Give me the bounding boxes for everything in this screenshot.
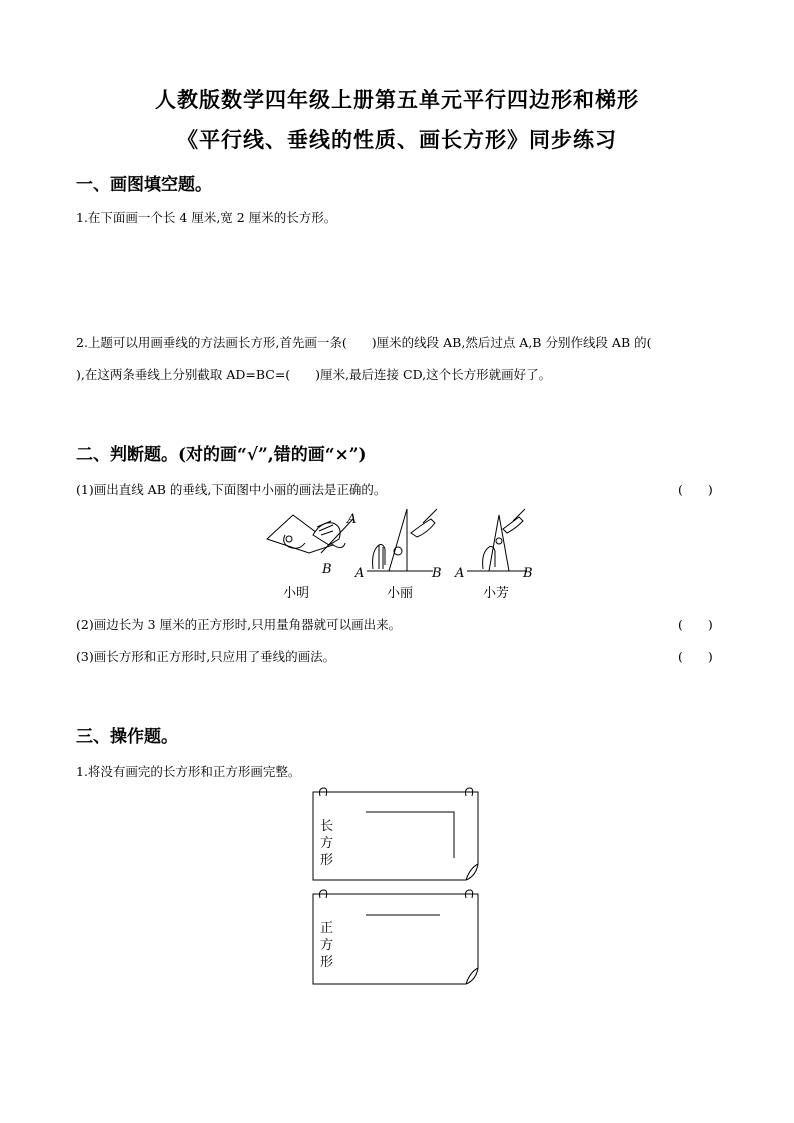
drawing-methods-figure	[255, 505, 545, 605]
rectangle-card-label	[320, 818, 333, 869]
judge-item-1-answer: ( )	[678, 482, 713, 497]
caption-xiaofang: 小芳	[483, 586, 510, 601]
question-1-1: 1.在下面画一个长 4 厘米,宽 2 厘米的长方形。	[76, 210, 337, 225]
square-label-char-3: 形	[320, 955, 334, 970]
section-2-heading: 二、判断题。(对的画“√”,错的画“×”)	[76, 445, 367, 465]
rectangle-label-char-3: 形	[320, 853, 334, 868]
judge-item-2-answer: ( )	[678, 617, 713, 632]
xiaofang-drawing	[467, 509, 527, 571]
rectangle-card	[308, 784, 488, 888]
question-1-2-line2: ),在这两条垂线上分别截取 AD=BC=( )厘米,最后连接 CD,这个长方形就画好了。	[76, 367, 552, 382]
rectangle-label-char-1: 长	[320, 819, 334, 834]
square-label-char-1: 正	[320, 921, 334, 936]
judge-item-2-text: (2)画边长为 3 厘米的正方形时,只用量角器就可以画出来。	[76, 617, 402, 632]
section-1-heading: 一、画图填空题。	[76, 175, 212, 195]
square-card	[308, 888, 488, 988]
question-3-1: 1.将没有画完的长方形和正方形画完整。	[76, 764, 301, 779]
question-1-2-line1: 2.上题可以用画垂线的方法画长方形,首先画一条( )厘米的线段 AB,然后过点 A,B 分别作线段 AB 的(	[76, 335, 652, 350]
square-card-label	[320, 920, 333, 971]
xiaoli-point-b: B	[432, 566, 442, 581]
caption-xiaoli: 小丽	[387, 586, 414, 601]
xiaoli-point-a: A	[355, 566, 365, 581]
xiaoming-drawing	[267, 515, 353, 553]
page-subtitle: 《平行线、垂线的性质、画长方形》同步练习	[177, 127, 617, 152]
judge-item-3-text: (3)画长方形和正方形时,只应用了垂线的画法。	[76, 649, 336, 664]
page-title: 人教版数学四年级上册第五单元平行四边形和梯形	[155, 87, 639, 112]
judge-item-1-text: (1)画出直线 AB 的垂线,下面图中小丽的画法是正确的。	[76, 482, 387, 497]
xiaoli-drawing	[367, 509, 437, 571]
section-3-heading: 三、操作题。	[76, 727, 178, 747]
xiaofang-point-b: B	[523, 566, 533, 581]
xiaofang-point-a: A	[455, 566, 465, 581]
caption-xiaoming: 小明	[283, 586, 310, 601]
square-label-char-2: 方	[320, 938, 334, 953]
xiaoming-point-b: B	[322, 562, 332, 577]
xiaoming-point-a: A	[347, 512, 357, 527]
rectangle-label-char-2: 方	[320, 836, 334, 851]
judge-item-3-answer: ( )	[678, 649, 713, 664]
